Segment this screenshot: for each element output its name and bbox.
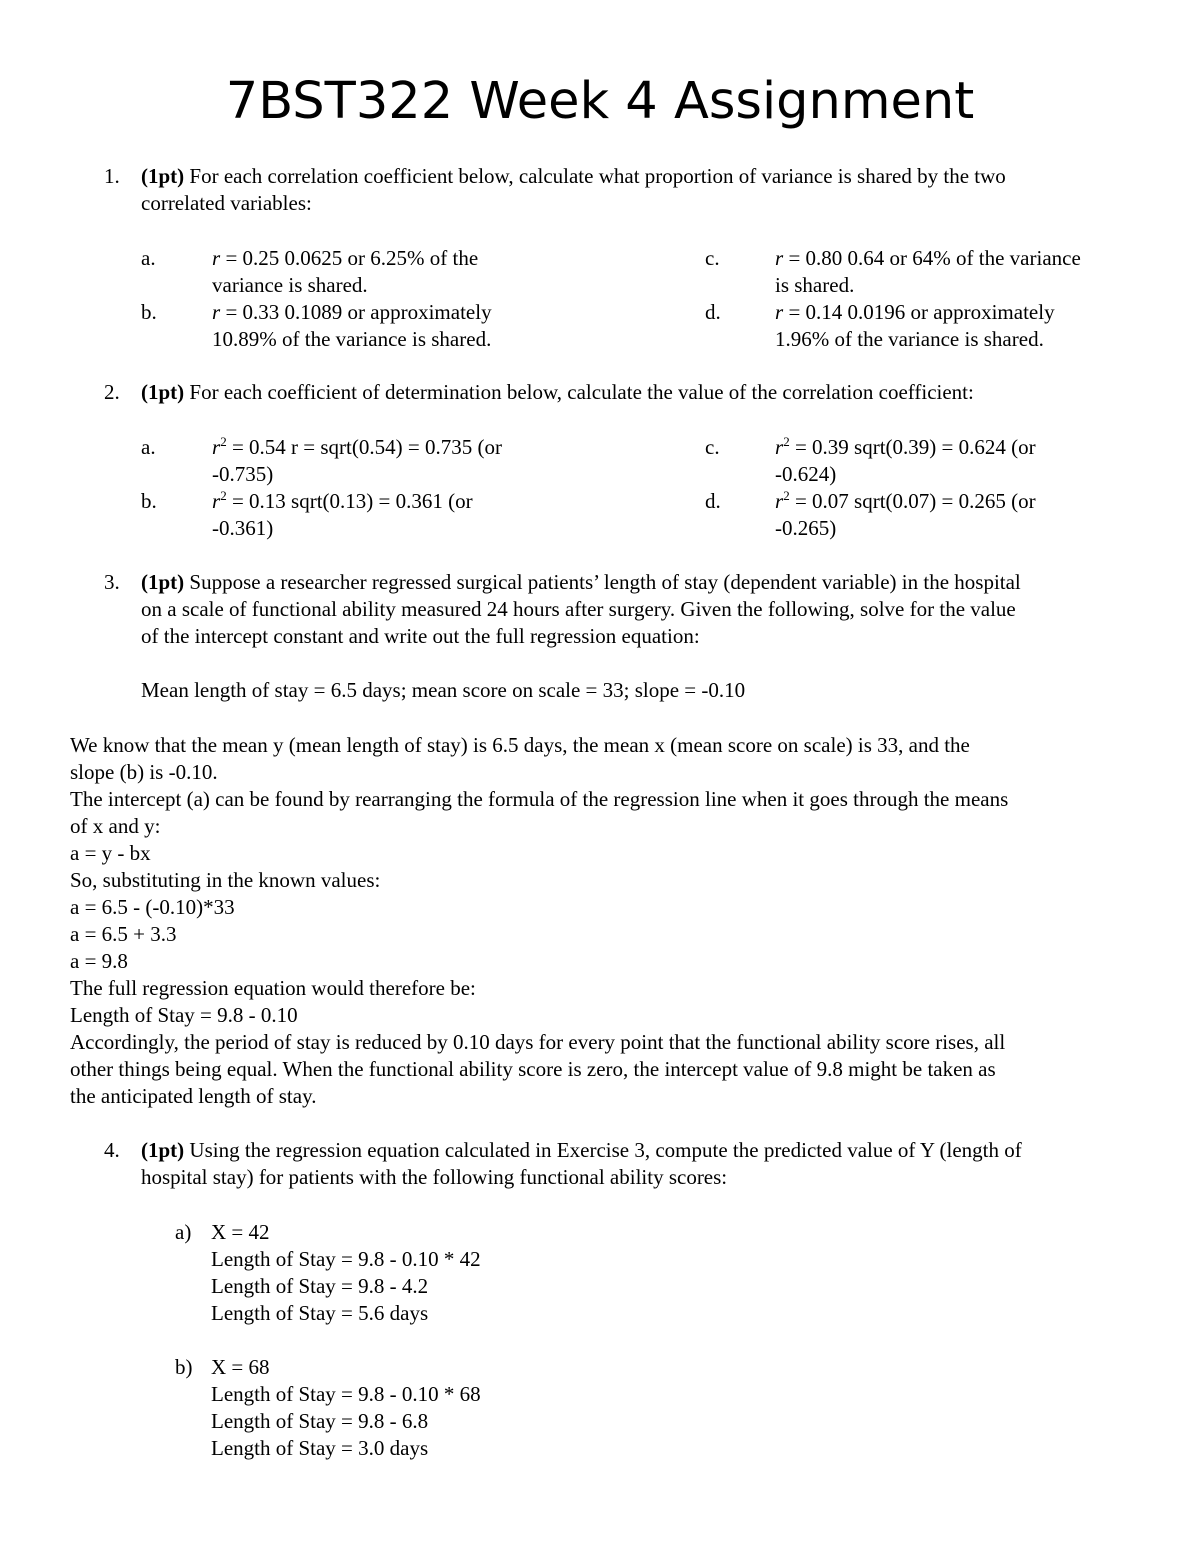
q3-text bbox=[141, 569, 1141, 596]
q4-a-line: X = 42 bbox=[211, 1220, 270, 1244]
q2-number: 2. bbox=[104, 380, 120, 404]
answer3-line: Accordingly, the period of stay is reduced by 0.10 days for every point that the functional ability score rises, all bbox=[70, 1030, 1006, 1054]
q4-points: (1pt) bbox=[141, 1138, 185, 1162]
q4-a-line: Length of Stay = 9.8 - 4.2 bbox=[211, 1274, 429, 1298]
q1-item-d: r = 0.14 0.0196 or approximately 1.96% of the variance is shared. bbox=[775, 300, 1055, 351]
answer3-line: a = 6.5 + 3.3 bbox=[70, 922, 177, 946]
answer3-line: The intercept (a) can be found by rearranging the formula of the regression line when it goes through the means bbox=[70, 787, 1009, 811]
answer3-line: So, substituting in the known values: bbox=[70, 868, 381, 892]
q4-b-line: Length of Stay = 9.8 - 6.8 bbox=[211, 1409, 429, 1433]
q1-item-d-label: d. bbox=[705, 300, 721, 324]
q4-a-label: a) bbox=[175, 1220, 192, 1244]
answer3-line: Length of Stay = 9.8 - 0.10 bbox=[70, 1003, 298, 1027]
q1-item-a-label: a. bbox=[141, 246, 156, 270]
q1-text-line1: For each correlation coefficient below, calculate what proportion of variance is shared by the two bbox=[184, 164, 1006, 188]
answer3-line: We know that the mean y (mean length of stay) is 6.5 days, the mean x (mean score on scale) is 33, and the bbox=[70, 733, 970, 757]
q1-item-c: r = 0.80 0.64 or 64% of the variance is shared. bbox=[775, 246, 1081, 297]
answer3-line: The full regression equation would therefore be: bbox=[70, 976, 476, 1000]
q4-text-line2: hospital stay) for patients with the following functional ability scores: bbox=[141, 1165, 728, 1189]
q2-item-c: $r^2 = 0.39$ sqrt(0.39) = 0.624 (or -0.624) bbox=[775, 434, 1036, 486]
q4-b-label: b) bbox=[175, 1355, 193, 1379]
q1-item-a: r = 0.25 0.0625 or 6.25% of the variance is shared. bbox=[212, 246, 479, 297]
answer3-line: slope (b) is -0.10. bbox=[70, 760, 218, 784]
q4-b-line: Length of Stay = 3.0 days bbox=[211, 1436, 429, 1460]
q4-number: 4. bbox=[104, 1138, 120, 1162]
q1-item-b-label: b. bbox=[141, 300, 157, 324]
page-title: 7BST322 Week 4 Assignment bbox=[225, 72, 975, 131]
q2-points: (1pt) bbox=[141, 380, 185, 404]
answer3-line: a = y - bx bbox=[70, 841, 151, 865]
q2-item-d-label: d. bbox=[705, 489, 721, 513]
q2-item-a-label: a. bbox=[141, 435, 156, 459]
q2-text bbox=[141, 379, 1141, 406]
answer3-line: a = 6.5 - (-0.10)*33 bbox=[70, 895, 235, 919]
q3-points: (1pt) bbox=[141, 570, 185, 594]
q1-points: (1pt) bbox=[141, 164, 185, 188]
q4-a-line: Length of Stay = 9.8 - 0.10 * 42 bbox=[211, 1247, 481, 1271]
q3-text-line3: of the intercept constant and write out the full regression equation: bbox=[141, 624, 700, 648]
q1-text-line2: correlated variables: bbox=[141, 191, 312, 215]
q2-item-b-label: b. bbox=[141, 489, 157, 513]
answer3-line: of x and y: bbox=[70, 814, 161, 838]
q2-text-line1: For each coefficient of determination below, calculate the value of the correlation coefficient: bbox=[184, 380, 974, 404]
q4-text-line1: Using the regression equation calculated in Exercise 3, compute the predicted value of Y (length of bbox=[184, 1138, 1022, 1162]
q4-text bbox=[141, 1137, 1141, 1164]
q4-a-line: Length of Stay = 5.6 days bbox=[211, 1301, 429, 1325]
answer3-line: a = 9.8 bbox=[70, 949, 128, 973]
answer3-line: other things being equal. When the functional ability score is zero, the intercept value of 9.8 might be taken as bbox=[70, 1057, 996, 1081]
q1-item-c-label: c. bbox=[705, 246, 720, 270]
q3-text-line1: Suppose a researcher regressed surgical patients’ length of stay (dependent variable) in the hospital bbox=[184, 570, 1021, 594]
q1-number: 1. bbox=[104, 164, 120, 188]
q4-b-line: Length of Stay = 9.8 - 0.10 * 68 bbox=[211, 1382, 481, 1406]
answer3-line: the anticipated length of stay. bbox=[70, 1084, 317, 1108]
q1-item-b: r = 0.33 0.1089 or approximately 10.89% of the variance is shared. bbox=[212, 300, 492, 351]
q2-item-c-label: c. bbox=[705, 435, 720, 459]
q2-item-b: $r^2 = 0.13$ sqrt(0.13) = 0.361 (or -0.361) bbox=[212, 488, 473, 540]
q1-text bbox=[141, 163, 1141, 190]
q2-item-d: $r^2 = 0.07$ sqrt(0.07) = 0.265 (or -0.265) bbox=[775, 488, 1036, 540]
q3-number: 3. bbox=[104, 570, 120, 594]
q2-item-a: $r^2 = 0.54$ r = sqrt(0.54) = 0.735 (or -0.735) bbox=[212, 434, 502, 486]
q3-text-line2: on a scale of functional ability measured 24 hours after surgery. Given the following, solve for the value bbox=[141, 597, 1016, 621]
q3-given: Mean length of stay = 6.5 days; mean score on scale = 33; slope = -0.10 bbox=[141, 678, 746, 702]
q4-b-line: X = 68 bbox=[211, 1355, 270, 1379]
